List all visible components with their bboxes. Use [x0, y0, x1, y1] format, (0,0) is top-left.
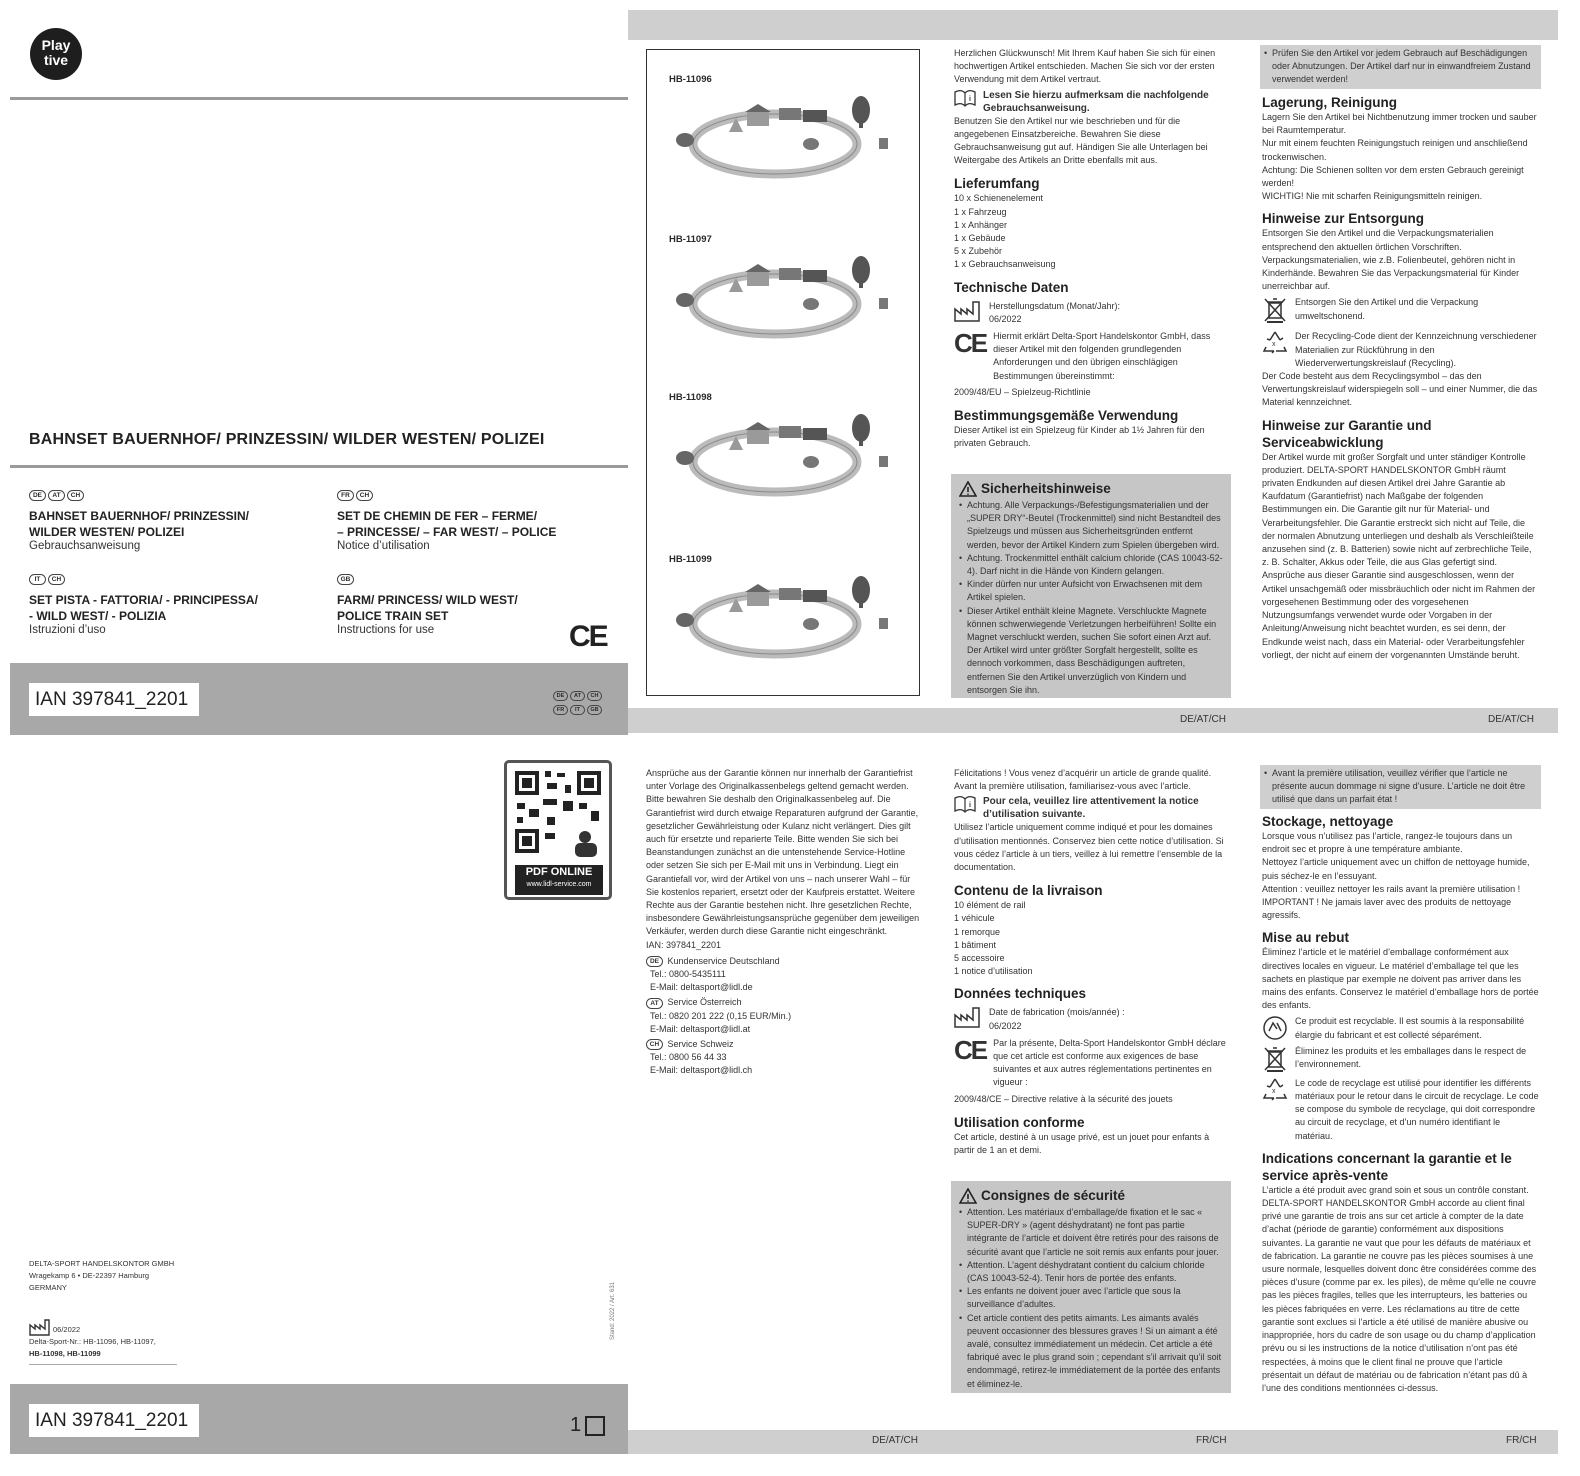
badge-icon: GB — [587, 705, 602, 715]
fr-ce-text: Par la présente, Delta-Sport Handelskontor GmbH déclare que cet article est conforme aux exigences de base suivantes et aux autres réglementations pertinentes en vigueur : — [993, 1037, 1226, 1088]
badge-icon: DE — [646, 956, 663, 967]
vertical-stamp: Stand: 2022 / Art. 631 — [610, 1281, 616, 1340]
de-date: 06/2022 — [989, 313, 1022, 324]
list-item: 1 remorque — [954, 926, 1001, 937]
triman-icon — [1262, 1015, 1288, 1041]
lang-block-de — [29, 487, 329, 552]
ce-mark-icon: CE — [569, 620, 607, 653]
factory-icon — [954, 300, 982, 322]
ce-mark-icon: CE — [954, 1034, 987, 1065]
badge-icon: FR — [553, 705, 568, 715]
fr-heading-disposal: Mise au rebut — [1262, 930, 1350, 946]
lang-subtitle: Instructions for use — [337, 624, 435, 636]
qr-url[interactable]: www.lidl-service.com — [526, 881, 592, 888]
fr-intro: Félicitations ! Vous venez d’acquérir un article de grande qualité. Avant la première utilisation, familiarisez-vous avec l’article. — [954, 768, 1212, 792]
de-heading-disposal: Hinweise zur Entsorgung — [1262, 211, 1425, 227]
fr-disposal-recycling: Le code de recyclage est utilisé pour identifier les différents matériaux pour le retour dans le circuit de recyclage. Le code se compose du symbole de recyclage, qui doit correspondre au circuit de recyclage, et d’un numéro identifiant le matériau. — [1295, 1077, 1539, 1141]
header-band — [628, 10, 1558, 40]
de-disposal-code: Der Code besteht aus dem Recyclingsymbol – das den Verwertungskreislauf widerspiegeln soll – und einer Nummer, die das Material kennzeichnet. — [1262, 371, 1538, 408]
list-item: 1 x Gebäude — [954, 233, 1006, 244]
list-item: • Dieser Artikel enthält kleine Magnete. Verschluckte Magnete können schwerwiegende Verletzungen herbeiführen! Sollte ein Magnet verschluckt werden, suchen Sie sofort einen Arzt auf. Der Artikel wird unter größter Sorgfalt hergestellt, sollte es dennoch vorkommen, dass Beschädigungen auftreten, entfernen Sie den Artikel unverzüglich von Kindern und entsorgen Sie ihn. — [959, 605, 1223, 697]
list-item: 10 x Schienenelement — [954, 193, 1044, 204]
badge-icon: CH — [356, 490, 373, 501]
de-guarantee-cont — [646, 767, 920, 1078]
ian-label: IAN 397841_2201 — [29, 683, 199, 716]
fr-heading-store: Stockage, nettoyage — [1262, 814, 1394, 829]
fr-safety-box — [951, 1181, 1231, 1393]
back-date: 06/2022 — [53, 1325, 81, 1334]
service-at — [646, 996, 920, 1036]
de-delivery-list — [954, 192, 1226, 271]
list-item: • Achtung. Alle Verpackungs-/Befestigungsmaterialien und der „SUPER DRY“-Beutel (Trockenmittel) sind nicht Bestandteil des Spielzeugs und müssen aus Sicherheitsgründen entfernt werden, bevor der Artikel Kindern zum Spielen übergeben wird. — [959, 499, 1223, 552]
de-guarantee: Der Artikel wurde mit großer Sorgfalt und unter ständiger Kontrolle produziert. DELTA-SPORT HANDELSKONTOR GmbH räumt privaten Endkunden auf diesen Artikel drei Jahre Garantie ab Kaufdatum (Garantiefrist) nach Maßgabe der folgenden Bestimmungen ein. Die Garantie gilt nur für Material- und Verarbeitungsfehler. Die Garantie erstreckt sich nicht auf Teile, die der normalen Abnutzung unterliegen und deshalb als Verschleißteile anzusehen sind (z. B. Batterien) sowie nicht auf zerbrechliche Teile, z. B. Schalter, Akkus oder Teile, die aus Glas gefertigt sind. Ansprüche aus dieser Garantie sind ausgeschlossen, wenn der Artikel unsachgemäß oder missbräuchlich oder nicht im Rahmen der vorgesehenen Bestimmung oder des vorgesehenen Nutzungsumfangs verwendet wurde oder Vorgaben in der Anleitung/Anweisung nicht beachtet wurden, es sei denn, der Endkunde weist nach, dass ein Material- oder Verarbeitungsfehler vorliegt, der nicht auf einem der vorgenannten Umstände beruht. — [1262, 451, 1536, 660]
de-read-heading: Lesen Sie hierzu aufmerksam die nachfolgende Gebrauchsanweisung. — [983, 89, 1209, 114]
svg-text:i: i — [969, 95, 971, 103]
list-item: 1 bâtiment — [954, 939, 997, 950]
lang-title: BAHNSET BAUERNHOF/ PRINZESSIN/ — [29, 509, 250, 523]
fr-directive: 2009/48/CE – Directive relative à la sécurité des jouets — [954, 1093, 1173, 1104]
ce-mark-icon: CE — [954, 328, 987, 359]
back-model1: Delta-Sport-Nr.: HB-11096, HB-11097, — [29, 1337, 156, 1346]
cover-small-badges — [553, 689, 604, 717]
fr-heading-contents: Contenu de la livraison — [954, 883, 1103, 899]
list-item: • Cet article contient des petits aimants. Les aimants avalés peuvent occasionner des blessures graves ! Si un aimant a été avalé, consultez immédiatement un médecin. Cet article a été fabriqué avec le plus grand soin ; cependant s’il arrivait qu’il soit endommagé, retirez-le immédiatement de la portée des enfants et éliminez-le. — [959, 1312, 1223, 1391]
fr-disposal-triman: Ce produit est recyclable. Il est soumis à la responsabilité élargie du fabricant et est collecté séparément. — [1295, 1016, 1525, 1040]
list-item: Lagern Sie den Artikel bei Nichtbenutzung immer trocken und sauber bei Raumtemperatur. — [1262, 112, 1537, 136]
de-col-right — [1262, 94, 1540, 662]
playtive-logo — [30, 28, 82, 80]
fr-disposal: Éliminez l’article et le matériel d’emballage conformément aux directives locales en vigueur. Le matériel d’emballage tel que les sachets en plastique par exemple ne doivent pas arriver dans les mains des enfants. Conservez le matériel d’emballage hors de portée des enfants. — [1262, 947, 1539, 1011]
svg-text:x: x — [1272, 341, 1276, 349]
list-item: Lorsque vous n’utilisez pas l’article, rangez-le toujours dans un endroit sec et propre à une température ambiante. — [1262, 831, 1513, 855]
fr-heading-guarantee: Indications concernant la garantie et le service après-vente — [1262, 1150, 1512, 1183]
fr-date-label: Date de fabrication (mois/année) : — [989, 1007, 1125, 1018]
de-heading-guarantee: Hinweise zur Garantie und Serviceabwicklung — [1262, 417, 1432, 450]
svg-text:i: i — [969, 802, 971, 810]
fr-safety-list — [959, 1206, 1223, 1391]
badge-icon: CH — [646, 1039, 663, 1050]
de-disposal: Entsorgen Sie den Artikel und die Verpackungsmaterialien entsprechend den aktuellen örtlichen Vorschriften. Verpackungsmaterialien, wie z.B. Folienbeutel, gehören nicht in Kinderhände. Bewahren Sie das Verpackungsmaterial für Kinder unerreichbar auf. — [1262, 228, 1520, 292]
de-ce-text: Hiermit erklärt Delta-Sport Handelskontor GmbH, dass dieser Artikel mit den folgenden grundlegenden Anforderungen und den übrigen einschlägigen Bestimmungen übereinstimmt: — [993, 331, 1211, 381]
badge-icon: IT — [29, 574, 46, 585]
title-rule — [10, 465, 628, 468]
svg-text:x: x — [1272, 1087, 1276, 1095]
lang-title: - WILD WEST/ - POLIZIA — [29, 609, 167, 623]
footer-band-top — [628, 708, 1558, 733]
badge-icon: DE — [553, 691, 568, 701]
de-ian: IAN: 397841_2201 — [646, 939, 722, 950]
model-label: HB-11099 — [669, 554, 712, 565]
list-item: • Achtung. Trockenmittel enthält calcium chloride (CAS 10043-52-4). Darf nicht in die Hände von Kindern gelangen. — [959, 552, 1223, 578]
lang-title: FARM/ PRINCESS/ WILD WEST/ — [337, 593, 518, 607]
qr-label: PDF ONLINE — [525, 866, 593, 878]
lang-block-it — [29, 571, 329, 636]
fr-check: • Avant la première utilisation, veuillez vérifier que l’article ne présente aucun dommage ni signe d’usure. L’article ne doit être utilisé que dans un parfait état ! — [1264, 767, 1537, 807]
service-name: Kundenservice Deutschland — [667, 955, 780, 966]
top-rule — [10, 97, 628, 100]
de-check: • Prüfen Sie den Artikel vor jedem Gebrauch auf Beschädigungen oder Abnutzungen. Der Artikel darf nur in einwandfreiem Zustand verwendet werden! — [1264, 47, 1537, 87]
list-item: 1 x Fahrzeug — [954, 206, 1007, 217]
book-icon — [954, 795, 976, 813]
train-set-drawing — [676, 96, 888, 174]
badge-icon: DE — [29, 490, 46, 501]
train-set-drawing — [676, 414, 888, 492]
lang-title: – PRINCESSE/ – FAR WEST/ – POLICE — [337, 525, 557, 539]
meta-rule — [29, 1364, 177, 1365]
list-item: • Attention. Les matériaux d’emballage/de fixation et le sac « SUPER-DRY » (agent déshydratant) ne font pas partie intégrante de l’article et doivent être retirés pour des raisons de sécurité avant que l’article ne soit remis aux enfants pour jouer. — [959, 1206, 1223, 1259]
badge-icon: IT — [570, 705, 585, 715]
lang-title: SET DE CHEMIN DE FER – FERME/ — [337, 509, 538, 523]
warning-icon — [959, 1188, 977, 1204]
footer-label: DE/AT/CH — [1488, 714, 1534, 725]
train-sets-svg — [647, 50, 919, 695]
list-item: 1 notice d’utilisation — [954, 966, 1033, 977]
page-number-value: 1 — [570, 1414, 582, 1436]
fr-delivery-list — [954, 899, 1226, 978]
page-box-icon — [585, 1416, 605, 1436]
badge-icon: AT — [48, 490, 65, 501]
de-heading-store: Lagerung, Reinigung — [1262, 95, 1397, 110]
list-item: Nettoyez l’article uniquement avec un chiffon de nettoyage humide, puis séchez-le en l’essuyant. — [1262, 857, 1530, 881]
de-heading-lieferumfang: Lieferumfang — [954, 176, 1040, 192]
de-intro: Herzlichen Glückwunsch! Mit Ihrem Kauf haben Sie sich für einen hochwertigen Artikel entschieden. Machen Sie sich vor der ersten Verwendung mit dem Artikel vertraut. — [954, 48, 1216, 85]
fr-read-body: Utilisez l’article uniquement comme indiqué et pour les domaines d’utilisation mentionnés. Conservez bien cette notice d’utilisation. Si vous cédez l’article à un tiers, veillez à lui remettre l’ensemble de la documentation. — [954, 822, 1224, 873]
lang-badges — [29, 571, 329, 589]
recycling-icon — [1262, 1077, 1288, 1101]
fr-heading-tech: Données techniques — [954, 986, 1087, 1002]
warning-icon — [959, 481, 977, 497]
train-set-drawing — [676, 256, 888, 334]
fr-guarantee: L’article a été produit avec grand soin et sous un contrôle constant. DELTA-SPORT HANDELSKONTOR GmbH accorde au client final privé une garantie de trois ans sur cet article à compter de la date d’achat (période de garantie) conformément aux dispositions suivantes. La garantie ne vaut que pour les défauts de matériaux et de fabrication. La garantie ne couvre pas les pièces soumises à une usure normale, lesquelles doivent donc être considérées comme des pièces d’usure (comme par ex. les piles), de même qu’elle ne couvre pas les pièces fragiles, telles que les interrupteurs, les batteries ou les pièces fabriquées en verre. Les réclamations au titre de cette garantie sont exclues si l’article a été utilisé de manière abusive ou inappropriée, hors du cadre de son usage ou du champ d’application prévu ou si les instructions de la notice d’utilisation n’ont pas été respectées, à moins que le client final ne prouve que l’article présentait un défaut de matériau ou de fabrication n’étant pas dû à l’une des conditions mentionnées ci-dessus. — [1262, 1184, 1537, 1393]
service-tel[interactable]: Tel.: 0800 56 44 33 — [650, 1052, 727, 1063]
service-name: Service Schweiz — [667, 1039, 734, 1050]
fr-date: 06/2022 — [989, 1020, 1022, 1031]
lang-badges — [29, 487, 329, 505]
fr-use: Cet article, destiné à un usage privé, est un jouet pour enfants à partir de 1 an et demi. — [954, 1131, 1210, 1156]
service-tel[interactable]: Tel.: 0800-5435111 — [650, 969, 726, 980]
logo-line2: tive — [43, 52, 69, 68]
page-number — [570, 1414, 605, 1437]
logo-line1: Play — [41, 37, 71, 53]
de-disposal-recycling: Der Recycling-Code dient der Kennzeichnung verschiedener Materialien zur Rückführung in den Wiederverwertungskreislauf (Recycling). — [1295, 331, 1537, 368]
train-set-drawing — [676, 576, 888, 654]
footer-label: DE/AT/CH — [872, 1435, 918, 1446]
service-mail[interactable]: E-Mail: deltasport@lidl.ch — [650, 1065, 753, 1076]
badge-icon: FR — [337, 490, 354, 501]
de-heading-tech: Technische Daten — [954, 279, 1069, 295]
model-label: HB-11097 — [669, 234, 712, 245]
badge-icon: AT — [646, 998, 663, 1009]
list-item: WICHTIG! Nie mit scharfen Reinigungsmitteln reinigen. — [1262, 191, 1483, 202]
company-address — [29, 1258, 174, 1294]
lang-subtitle: Notice d’utilisation — [337, 540, 430, 552]
de-check-box — [1260, 45, 1541, 89]
factory-icon — [29, 1318, 51, 1336]
lang-title: POLICE TRAIN SET — [337, 609, 449, 623]
service-mail[interactable]: E-Mail: deltasport@lidl.de — [650, 982, 753, 993]
badge-icon: AT — [570, 691, 585, 701]
company-name: DELTA-SPORT HANDELSKONTOR GMBH — [29, 1259, 175, 1268]
footer-band-bottom — [628, 1430, 1558, 1454]
fr-heading-use: Utilisation conforme — [954, 1114, 1085, 1130]
book-icon — [954, 89, 976, 107]
lang-block-fr — [337, 487, 617, 552]
badge-icon: GB — [337, 574, 354, 585]
list-item: 1 x Gebrauchsanweisung — [954, 259, 1056, 270]
list-item: IMPORTANT ! Ne jamais laver avec des produits de nettoyage agressifs. — [1262, 897, 1512, 921]
de-col-main — [954, 47, 1226, 450]
list-item: • Les enfants ne doivent jouer avec l’article que sous la surveillance d’adultes. — [959, 1285, 1223, 1311]
fr-col-main — [954, 767, 1226, 1157]
de-use: Dieser Artikel ist ein Spielzeug für Kinder ab 1½ Jahren für den privaten Gebrauch. — [954, 425, 1205, 449]
de-guarantee2: Ansprüche aus der Garantie können nur innerhalb der Garantiefrist unter Vorlage des Originalkassenbelegs geltend gemacht werden. Bitte bewahren Sie deshalb den Originalkassenbeleg auf. Die Garantiefrist wird durch etwaige Reparaturen aufgrund der Garantie, gesetzlicher Gewährleistung oder Kulanz nicht verlängert. Dies gilt auch für ersetzte und reparierte Teile. Bitte wenden Sie sich bei Beanstandungen zunächst an die untenstehende Service-Hotline oder setzen Sie sich per E-Mail mit uns in Verbindung. Liegt ein Garantiefall vor, wird der Artikel von uns – nach unserer Wahl – für Sie kostenlos repariert, ersetzt oder der Kaufpreis erstattet. Weitere Rechte aus der Garantie bestehen nicht. Ihre gesetzlichen Rechte, insbesondere Gewährleistungsansprüche gegenüber dem jeweiligen Verkäufer, werden durch diese Garantie nicht eingeschränkt. — [646, 768, 920, 937]
lang-subtitle: Gebrauchsanweisung — [29, 540, 141, 552]
qr-label-box — [515, 865, 603, 895]
de-heading-use: Bestimmungsgemäße Verwendung — [954, 408, 1179, 424]
list-item: • Kinder dürfen nur unter Aufsicht von Erwachsenen mit dem Artikel spielen. — [959, 578, 1223, 604]
lang-subtitle: Istruzioni d’uso — [29, 624, 106, 636]
service-de — [646, 955, 920, 995]
footer-label: FR/CH — [1196, 1435, 1227, 1446]
model-label: HB-11096 — [669, 74, 712, 85]
de-heading-safety: Sicherheitshinweise — [981, 481, 1111, 496]
service-tel[interactable]: Tel.: 0820 201 222 (0,15 EUR/Min.) — [650, 1010, 792, 1021]
list-item: 1 x Anhänger — [954, 219, 1008, 230]
service-name: Service Österreich — [667, 997, 742, 1008]
lang-badges — [337, 571, 617, 589]
recycling-icon — [1262, 330, 1288, 354]
company-country: GERMANY — [29, 1283, 67, 1292]
badge-icon: CH — [48, 574, 65, 585]
list-item: Nur mit einem feuchten Reinigungstuch reinigen und anschließend trockenwischen. — [1262, 138, 1528, 162]
company-street: Wragekamp 6 • DE-22397 Hamburg — [29, 1271, 150, 1280]
factory-icon — [954, 1006, 982, 1028]
service-ch — [646, 1038, 920, 1078]
fr-heading-safety: Consignes de sécurité — [981, 1188, 1126, 1203]
fr-col-right — [1262, 813, 1540, 1395]
footer-label: FR/CH — [1506, 1435, 1537, 1446]
list-item: 5 accessoire — [954, 953, 1005, 964]
fr-read-heading: Pour cela, veuillez lire attentivement la notice d’utilisation suivante. — [983, 796, 1199, 821]
cover-title: BAHNSET BAUERNHOF/ PRINZESSIN/ WILDER WESTEN/ POLIZEI — [29, 431, 545, 448]
lang-badges — [337, 487, 617, 505]
qr-code-icon — [507, 763, 609, 863]
list-item: 5 x Zubehör — [954, 246, 1003, 257]
train-illustrations — [646, 49, 920, 696]
back-meta — [29, 1318, 179, 1365]
crossed-bin-icon — [1262, 1045, 1288, 1073]
model-label: HB-11098 — [669, 392, 712, 403]
de-read-body: Benutzen Sie den Artikel nur wie beschrieben und für die angegebenen Einsatzbereiche. Bewahren Sie diese Gebrauchsanweisung gut auf. Händigen Sie alle Unterlagen bei Weitergabe des Artikels an Dritte ebenfalls mit aus. — [954, 115, 1208, 166]
lang-title: WILDER WESTEN/ POLIZEI — [29, 525, 185, 539]
de-directive: 2009/48/EU – Spielzeug-Richtlinie — [954, 386, 1091, 397]
fr-disposal-bin: Éliminez les produits et les emballages dans le respect de l’environnement. — [1295, 1045, 1527, 1070]
de-date-label: Herstellungsdatum (Monat/Jahr): — [989, 300, 1121, 311]
list-item: Achtung: Die Schienen sollten vor dem ersten Gebrauch gereinigt werden! — [1262, 164, 1524, 189]
list-item: 10 élément de rail — [954, 900, 1026, 911]
list-item: Attention : veuillez nettoyer les rails avant la première utilisation ! — [1262, 883, 1521, 894]
list-item: • Attention. L’agent déshydratant contient du calcium chloride (CAS 10043-52-4). Tenir hors de portée des enfants. — [959, 1259, 1223, 1285]
crossed-bin-icon — [1262, 296, 1288, 324]
de-safety-box — [951, 474, 1231, 698]
badge-icon: CH — [587, 691, 602, 701]
list-item: 1 véhicule — [954, 913, 995, 924]
fr-check-box — [1260, 765, 1541, 809]
badge-icon: CH — [67, 490, 84, 501]
footer-label: DE/AT/CH — [1180, 714, 1226, 725]
de-disposal-bin: Entsorgen Sie den Artikel und die Verpackung umweltschonend. — [1295, 297, 1479, 321]
de-safety-list — [959, 499, 1223, 697]
lang-title: SET PISTA - FATTORIA/ - PRINCIPESSA/ — [29, 593, 258, 607]
ian-label-back: IAN 397841_2201 — [29, 1404, 199, 1437]
back-model2: HB-11098, HB-11099 — [29, 1349, 101, 1358]
qr-box[interactable] — [504, 760, 612, 900]
service-mail[interactable]: E-Mail: deltasport@lidl.at — [650, 1023, 751, 1034]
